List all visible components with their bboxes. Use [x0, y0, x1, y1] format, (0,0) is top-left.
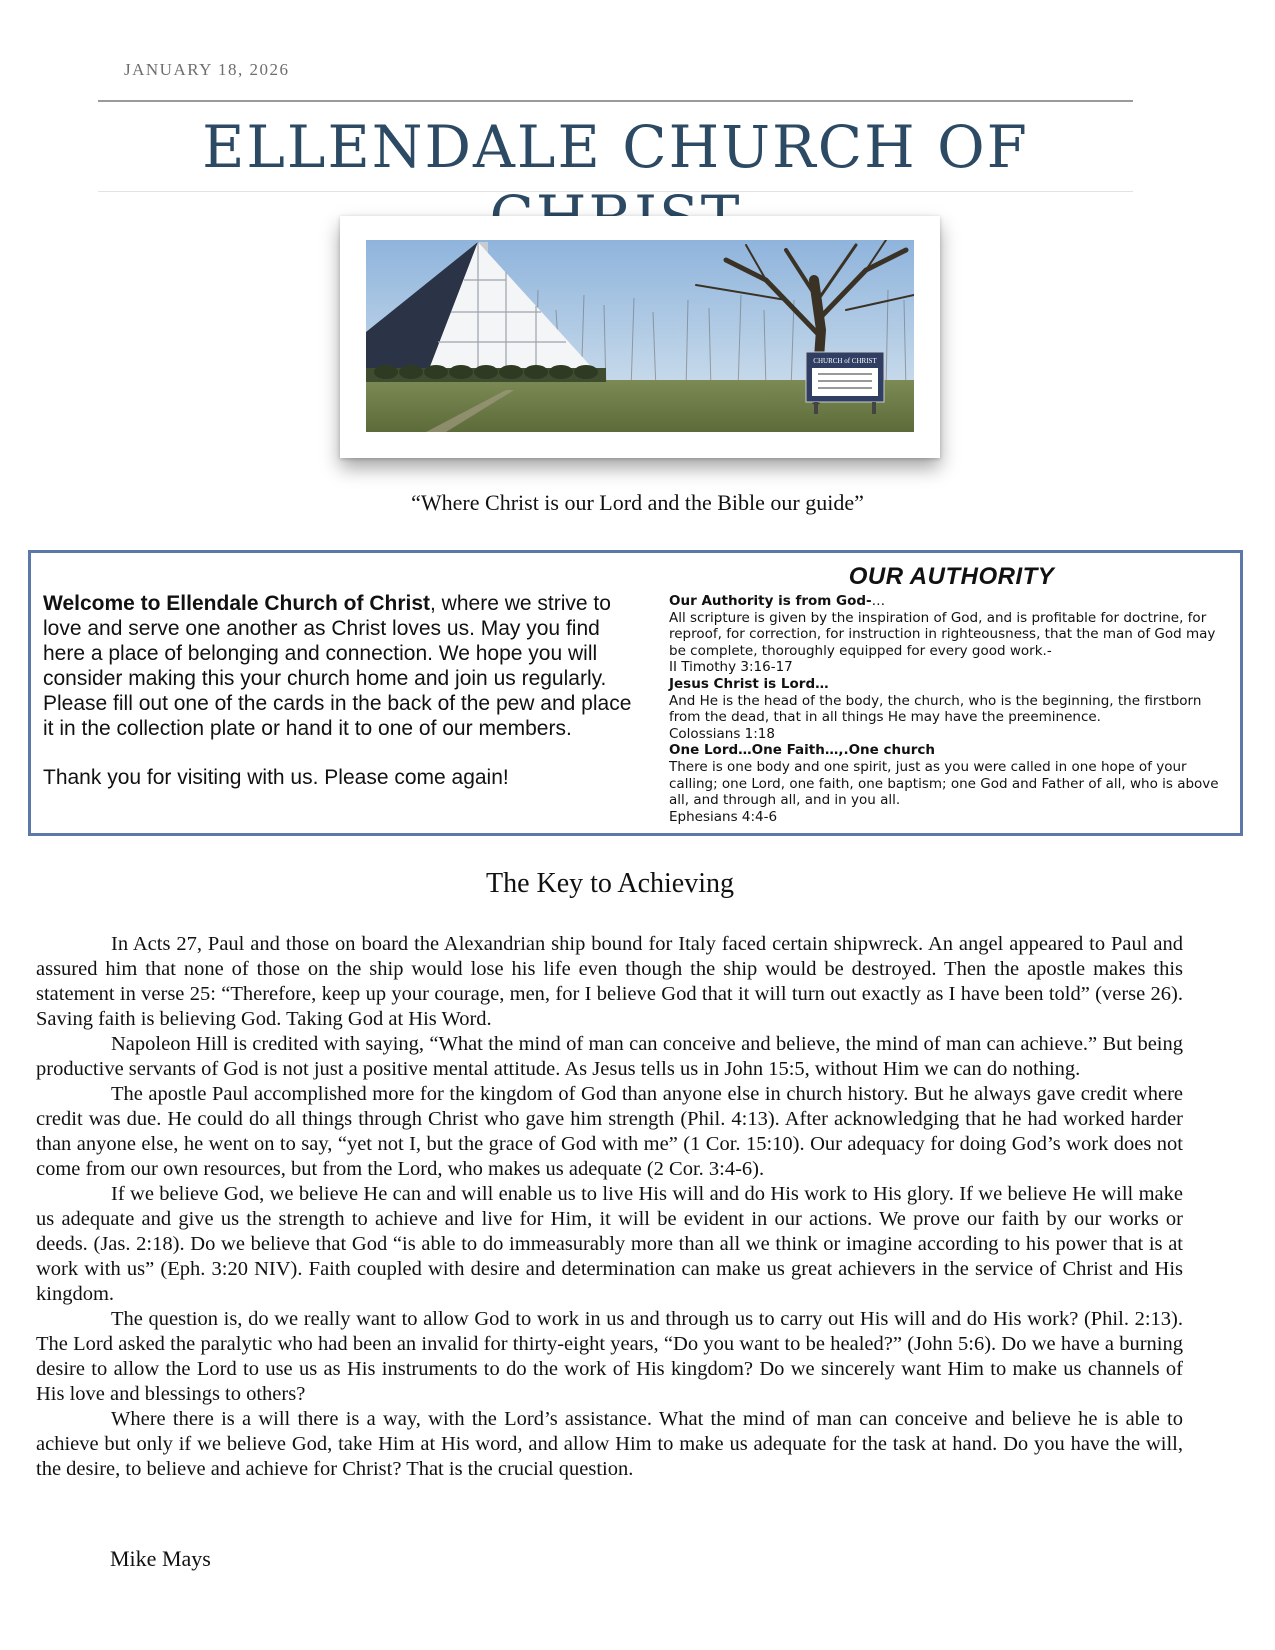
authority-title: OUR AUTHORITY — [848, 563, 1055, 590]
welcome-authority-box — [28, 550, 1243, 836]
authority-heading: Our Authority is from God- — [669, 593, 872, 609]
article-title: The Key to Achieving — [485, 868, 735, 899]
authority-scripture: There is one body and one spirit, just as you were called in one hope of your calling; one Lord, one faith, one baptism; one God and Father of all, who is above all, and through all, and in you all. — [669, 758, 1219, 809]
church-building-image — [366, 240, 914, 432]
welcome-thanks: Thank you for visiting with us. Please come again! — [43, 766, 509, 789]
authority-reference: Colossians 1:18 — [669, 725, 775, 742]
article-paragraph: Where there is a will there is a way, with the Lord’s assistance. What the mind of man can conceive and believe he is able to achieve but only if we believe God, take Him at His word, and allow Him to make us adequate for the task at hand. Do you have the will, the desire, to believe and achieve for Christ? That is the crucial question. — [36, 1408, 1183, 1480]
article-paragraph: If we believe God, we believe He can and will enable us to live His will and do His work to His glory. If we believe He will make us adequate and give us the strength to achieve and live for Him, it will be evident in our actions. We prove our faith by our works or deeds. (Jas. 2:18). Do we believe that God “is able to do immeasurably more than all we think or imagine according to his power that is at work with us” (Eph. 3:20 NIV). Faith coupled with desire and determination can make us great achievers in the service of Christ and His kingdom. — [36, 1183, 1183, 1305]
article-paragraph: The apostle Paul accomplished more for the kingdom of God than anyone else in church history. But he always gave credit where credit was due. He could do all things through Christ who gave him strength (Phil. 4:13). After acknowledging that he had worked harder than anyone else, he went on to say, “yet not I, but the grace of God with me” (1 Cor. 15:10). Our adequacy for doing God’s work does not come from our own resources, but from the Lord, who makes us adequate (2 Cor. 3:4-6). — [36, 1083, 1183, 1180]
church-photo-frame — [340, 216, 940, 458]
authority-reference: II Timothy 3:16-17 — [669, 659, 793, 676]
article-author: Mike Mays — [110, 1546, 211, 1571]
authority-item — [669, 676, 1234, 742]
article-body — [36, 932, 1183, 1482]
sign-text: CHURCH of CHRIST — [813, 357, 877, 365]
welcome-bold: Welcome to Ellendale Church of Christ — [43, 592, 431, 615]
church-photo — [366, 240, 914, 432]
article-paragraph: Napoleon Hill is credited with saying, “What the mind of man can conceive and believe, the mind of man can achieve.” But being productive servants of God is not just a positive mental attitude. As Jesus tells us in John 15:5, without Him we can do nothing. — [36, 1033, 1183, 1080]
welcome-text: , where we strive to love and serve one another as Christ loves us. May you find here a place of belonging and connection. We hope you will consider making this your church home and join us regularly. Please fill out one of the cards in the back of the pew and place it in the collection plate or hand it to one of our members. — [43, 592, 632, 740]
header-rule — [98, 100, 1133, 102]
authority-item — [669, 593, 1234, 676]
welcome-message — [43, 591, 633, 790]
church-tagline: “Where Christ is our Lord and the Bible our guide” — [411, 490, 864, 515]
authority-reference: Ephesians 4:4-6 — [669, 808, 778, 825]
authority-heading: One Lord…One Faith…,.One church — [669, 742, 936, 759]
authority-scripture: All scripture is given by the inspiration of God, and is profitable for doctrine, for reproof, for correction, for instruction in righteousness, that the man of God may be complete, thoroughly equipped for every good work.- — [669, 609, 1216, 659]
newsletter-date: JANUARY 18, 2026 — [124, 60, 290, 79]
article-paragraph: The question is, do we really want to allow God to work in us and through us to carry out His will and do His work? (Phil. 2:13). The Lord asked the paralytic who had been an invalid for thirty-eight years, “Do you want to be healed?” (John 5:6). Do we have a burning desire to allow the Lord to use us as His instruments to do the work of His kingdom? Do we sincerely want Him to make us channels of His love and blessings to others? — [36, 1308, 1183, 1405]
our-authority-section — [669, 563, 1234, 825]
authority-heading: Jesus Christ is Lord… — [669, 675, 829, 692]
title-rule — [98, 191, 1133, 192]
article-paragraph: In Acts 27, Paul and those on board the Alexandrian ship bound for Italy faced certain shipwreck. An angel appeared to Paul and assured him that none of those on the ship would lose his life even though the ship would be destroyed. Then the apostle makes this statement in verse 25: “Therefore, keep up your courage, men, for I believe God that it will turn out exactly as I have been told” (verse 26). Saving faith is believing God. Taking God at His Word. — [36, 933, 1183, 1030]
authority-scripture: And He is the head of the body, the church, who is the beginning, the firstborn from the dead, that in all things He may have the preeminence. — [669, 692, 1202, 726]
church-title: ELLENDALE CHURCH OF — [202, 113, 1029, 181]
authority-item — [669, 742, 1234, 825]
authority-heading-suffix: … — [871, 593, 886, 609]
